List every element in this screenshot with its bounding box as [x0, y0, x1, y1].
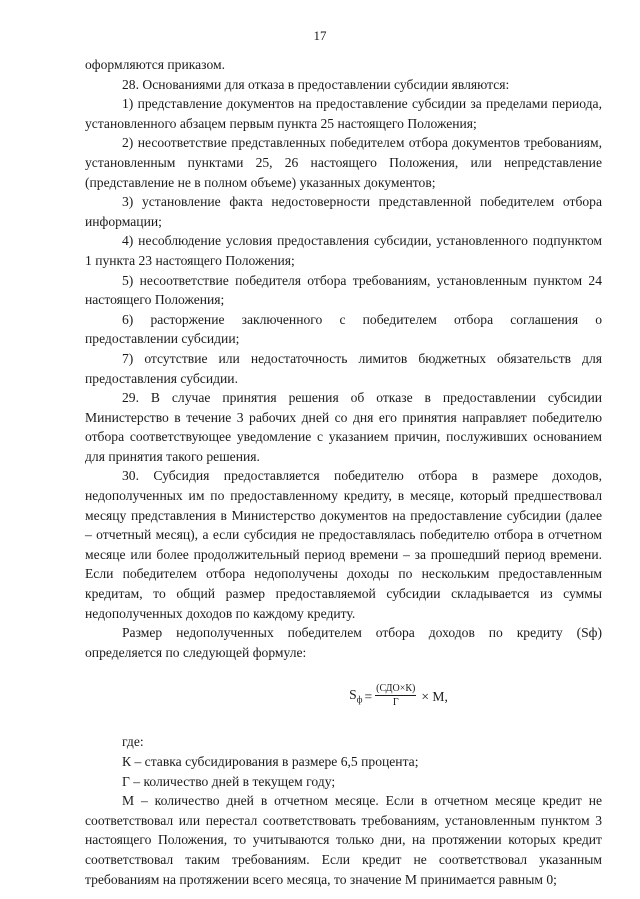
- formula-denominator: Г: [392, 697, 399, 709]
- paragraph: 29. В случае принятия решения об отказе в предоставлении субсидии Министерство в течение 3 рабочих дней со дня его принятия направляет победителю отбора соответствующее уведомление с указанием причин, послуживших основанием для принятия такого решения.: [85, 390, 602, 464]
- formula-rhs: × М,: [421, 688, 448, 704]
- formula-lhs-symbol: S: [349, 687, 357, 703]
- paragraph: 5) несоответствие победителя отбора требованиям, установленным пунктом 24 настоящего Положения;: [85, 272, 602, 308]
- formula-lhs: [349, 688, 362, 705]
- formula-lhs-subscript: ф: [356, 694, 363, 705]
- paragraph: 7) отсутствие или недостаточность лимитов бюджетных обязательств для предоставления субсидии.: [85, 350, 602, 386]
- document-body: [85, 55, 602, 889]
- paragraph: оформляются приказом.: [85, 57, 226, 72]
- paragraph: 6) расторжение заключенного с победителем отбора соглашения о предоставлении субсидии;: [85, 311, 602, 347]
- paragraph: 3) установление факта недостоверности представленной победителем отбора информации;: [85, 194, 602, 229]
- paragraph: Г – количество дней в текущем году;: [122, 773, 336, 789]
- paragraph: М – количество дней в отчетном месяце. Если в отчетном месяце кредит не соответствовал или перестал соответствовать требованиям, установленным пунктом 3 настоящего Положения, то учитываются только дни, на протяжении которых кредит соответствовал таким требованиям. Если кредит не соответствовал указанным требованиям на протяжении всего месяца, то значение М принимается равным 0;: [85, 793, 602, 887]
- paragraph: 30. Субсидия предоставляется победителю отбора в размере доходов, недополученных им по предоставленному кредиту, в месяце, который предшествовал месяцу представления в Министерство документов на предоставление субсидии (далее – отчетный месяц), а если субсидия не предоставлялась победителю отбора в отчетном месяце или более продолжительный период времени – за прошедший период времени. Если победителем отбора недополучены доходы по нескольким предоставленным кредитам, то общий размер предоставляемой субсидии складывается из суммы недополученных доходов по каждому кредиту.: [85, 468, 602, 621]
- paragraph: 1) представление документов на предоставление субсидии за пределами периода, установленного абзацем первым пункта 25 настоящего Положения;: [85, 96, 602, 131]
- paragraph: 2) несоответствие представленных победителем отбора документов требованиям, установленным пунктами 25, 26 настоящего Положения, или непредставление (представление не в полном объеме) указанных документов;: [85, 135, 602, 190]
- formula: [85, 684, 602, 708]
- paragraph: К – ставка субсидирования в размере 6,5 процента;: [122, 754, 419, 769]
- formula-equals: =: [364, 688, 373, 704]
- paragraph: 28. Основаниями для отказа в предоставлении субсидии являются:: [122, 76, 510, 92]
- paragraph: Размер недополученных победителем отбора доходов по кредиту (Sф) определяется по следующей формуле:: [85, 625, 602, 660]
- page-number: 17: [313, 28, 327, 43]
- formula-numerator: (СДО×К): [376, 683, 416, 695]
- paragraph: 4) несоблюдение условия предоставления субсидии, установленного подпунктом 1 пункта 23 настоящего Положения;: [85, 233, 602, 268]
- formula-fraction: [375, 684, 416, 708]
- paragraph: где:: [122, 734, 144, 750]
